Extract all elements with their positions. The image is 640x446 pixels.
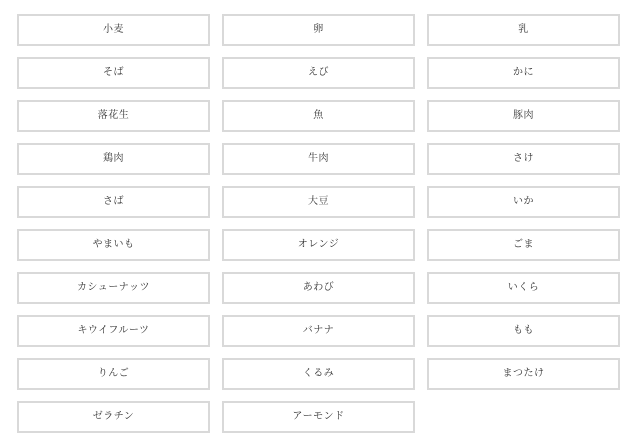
allergen-tile[interactable] [427, 57, 620, 89]
allergen-tile[interactable] [427, 358, 620, 390]
allergen-tile[interactable] [427, 315, 620, 347]
allergen-tile[interactable] [17, 57, 210, 89]
allergen-label: さけ [513, 153, 534, 164]
allergen-tile[interactable] [222, 100, 415, 132]
allergen-label: オレンジ [297, 239, 340, 250]
allergen-label: 落花生 [97, 110, 130, 121]
allergen-label: やまいも [92, 239, 135, 250]
allergen-tile[interactable] [427, 186, 620, 218]
allergen-label: バナナ [302, 325, 335, 336]
allergen-label: かに [513, 67, 534, 78]
allergen-tile[interactable] [427, 272, 620, 304]
allergen-label: ごま [513, 239, 534, 250]
allergen-tile[interactable] [17, 315, 210, 347]
allergen-tile[interactable] [17, 100, 210, 132]
allergen-tile[interactable] [222, 143, 415, 175]
allergen-tile[interactable] [222, 14, 415, 46]
allergen-label: いくら [507, 282, 540, 293]
allergen-label: まつたけ [502, 368, 545, 379]
allergen-label: 魚 [313, 110, 324, 121]
allergen-tile[interactable] [427, 229, 620, 261]
allergen-tile[interactable] [427, 143, 620, 175]
allergen-tile[interactable] [222, 272, 415, 304]
allergen-label: 乳 [518, 24, 529, 35]
allergen-label: もも [513, 325, 534, 336]
allergen-label: そば [103, 67, 124, 78]
allergen-tile[interactable] [222, 315, 415, 347]
allergen-tile[interactable] [427, 100, 620, 132]
allergen-tile[interactable] [17, 272, 210, 304]
allergen-tile[interactable] [17, 186, 210, 218]
allergen-label: キウイフルーツ [77, 325, 150, 336]
allergen-label: 鶏肉 [103, 153, 124, 164]
allergen-label: アーモンド [292, 411, 345, 422]
allergen-tile[interactable] [427, 14, 620, 46]
allergen-tile[interactable] [17, 143, 210, 175]
allergen-tile[interactable] [222, 229, 415, 261]
allergen-tile[interactable] [222, 401, 415, 433]
allergen-label: あわび [302, 282, 335, 293]
allergen-label: さば [103, 196, 124, 207]
allergen-tile[interactable] [222, 57, 415, 89]
allergen-label: ゼラチン [92, 411, 135, 422]
allergen-label: 牛肉 [308, 153, 329, 164]
allergen-tile[interactable] [17, 401, 210, 433]
allergen-tile[interactable] [222, 358, 415, 390]
allergen-label: 大豆 [308, 196, 329, 207]
allergen-label: いか [513, 196, 534, 207]
allergen-tile[interactable] [17, 14, 210, 46]
allergen-label: りんご [97, 368, 130, 379]
allergen-tile[interactable] [17, 229, 210, 261]
allergen-label: 卵 [313, 24, 324, 35]
allergen-label: カシューナッツ [76, 282, 151, 293]
allergen-tile[interactable] [17, 358, 210, 390]
allergen-label: えび [308, 67, 329, 78]
allergen-label: 豚肉 [513, 110, 534, 121]
allergen-label: くるみ [302, 368, 335, 379]
allergen-tile[interactable] [222, 186, 415, 218]
allergen-label: 小麦 [103, 24, 124, 35]
